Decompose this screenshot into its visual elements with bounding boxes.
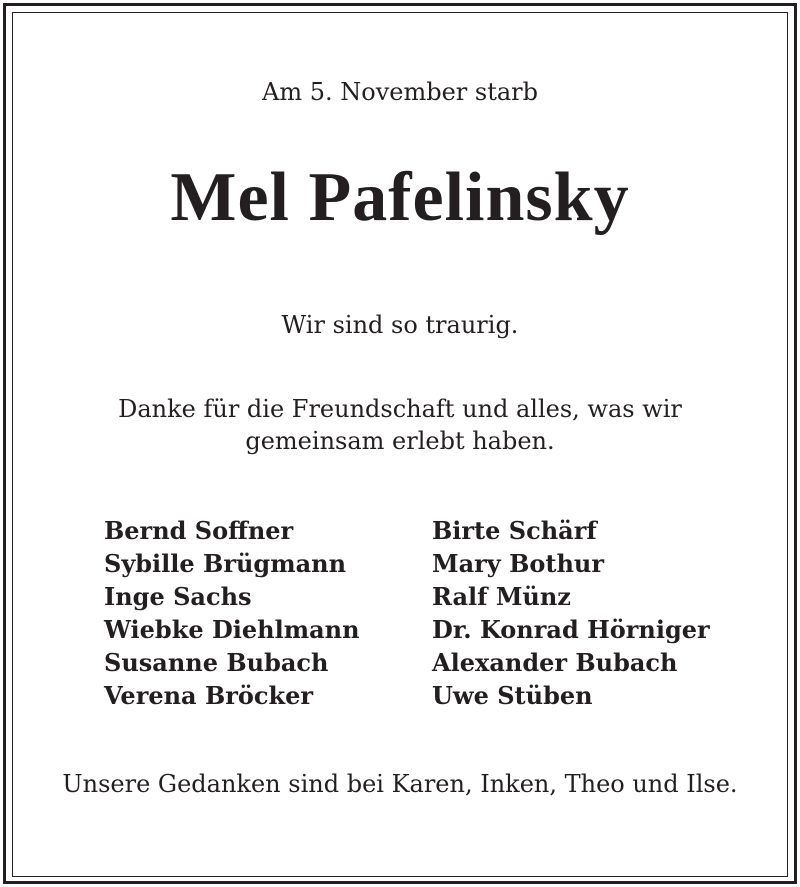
sad-line: Wir sind so traurig.: [281, 311, 519, 339]
signer-name: Dr. Konrad Hörniger: [432, 615, 710, 644]
signer-name: Inge Sachs: [104, 582, 252, 611]
signer-name: Sybille Brügmann: [104, 549, 347, 578]
signers-right-column: [432, 514, 710, 712]
signer-name: Uwe Stüben: [432, 681, 593, 710]
thanks-line-1: Danke für die Freundschaft und alles, was wir: [118, 395, 682, 423]
thanks-message: [0, 393, 800, 457]
signer-name: Verena Bröcker: [104, 681, 314, 710]
signer-name: Alexander Bubach: [432, 648, 678, 677]
signer-name: Susanne Bubach: [104, 648, 329, 677]
signer-name: Bernd Soffner: [104, 516, 294, 545]
death-date-intro: Am 5. November starb: [262, 78, 538, 106]
deceased-name: Mel Pafelinsky: [170, 159, 630, 236]
signer-name: Ralf Münz: [432, 582, 571, 611]
signer-name: Birte Schärf: [432, 516, 597, 545]
signers-left-column: [104, 514, 360, 712]
closing-thoughts: Unsere Gedanken sind bei Karen, Inken, Theo und Ilse.: [62, 770, 738, 798]
signer-name: Wiebke Diehlmann: [104, 615, 360, 644]
signer-name: Mary Bothur: [432, 549, 604, 578]
thanks-line-2: gemeinsam erlebt haben.: [245, 427, 555, 455]
